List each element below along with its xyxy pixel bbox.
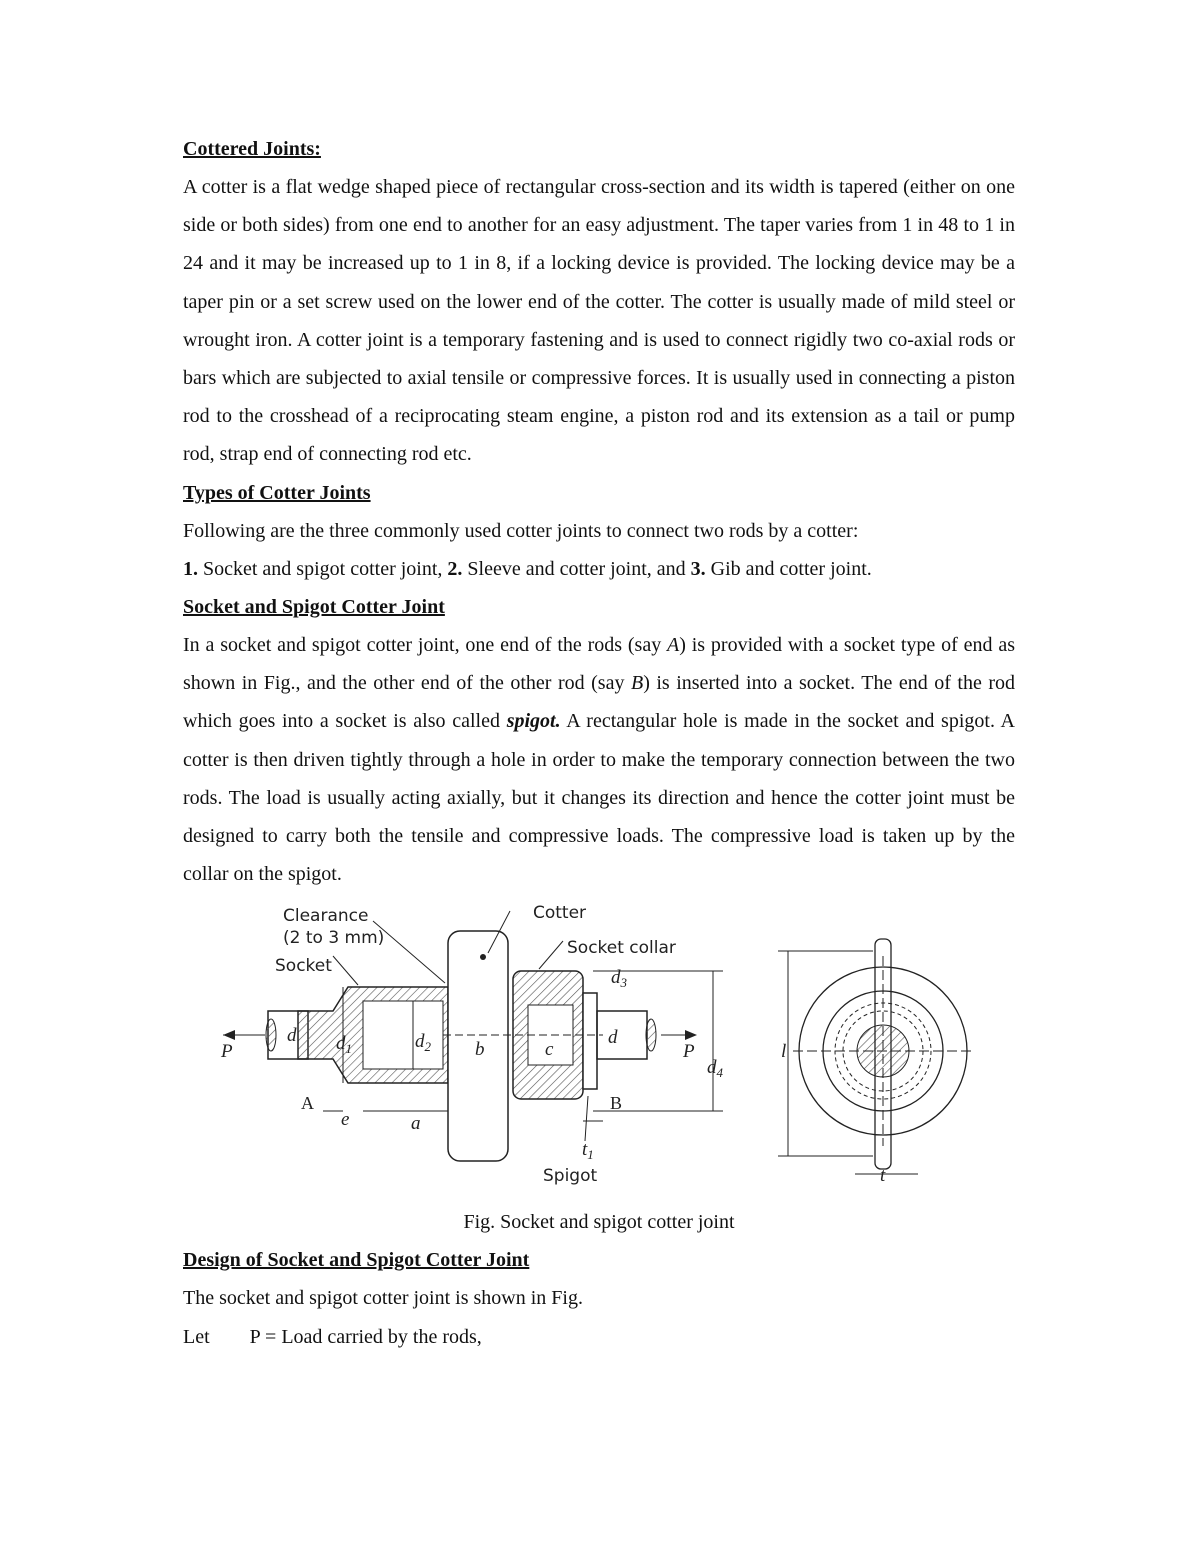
list-item-2: Sleeve and cotter joint, and xyxy=(462,557,691,580)
label-spigot: Spigot xyxy=(543,1166,598,1187)
label-e: e xyxy=(341,1109,350,1131)
para-text: In a socket and spigot cotter joint, one end of the rods (say xyxy=(183,634,668,657)
para-text: ) is provided with a socket type of end as shown in Fig., and the other end of the other rod (say xyxy=(183,634,1015,695)
rod-b-label: B xyxy=(630,672,644,695)
label-load-right: P xyxy=(683,1041,695,1063)
para-types-list xyxy=(183,550,1015,588)
let-label: Let xyxy=(183,1325,210,1348)
heading-types-of-cotter-joints: Types of Cotter Joints xyxy=(183,481,371,504)
arrow-head xyxy=(685,1030,697,1040)
list-number-3: 3. xyxy=(690,557,706,580)
heading-socket-and-spigot: Socket and Spigot Cotter Joint xyxy=(183,596,445,619)
label-rod-a: A xyxy=(301,1093,314,1114)
label-d1: $d_1$ xyxy=(336,1033,352,1057)
label-l: l xyxy=(781,1041,787,1063)
leader-socket xyxy=(333,956,358,985)
label-a: a xyxy=(411,1113,421,1135)
para-cottered-joints: A cotter is a flat wedge shaped piece of rectangular cross-section and its width is tapered (either on one side or both sides) from one end to another for an easy adjustment. The taper varies from 1 in 48 to 1 in 24 and it may be increased up to 1 in 8, if a locking device is provided. The locking device may be a taper pin or a set screw used on the lower end of the cotter. The cotter is usually made of mild steel or wrought iron. A cotter joint is a temporary fastening and is used to connect rigidly two co-axial rods or bars which are subjected to axial tensile or compressive forces. It is usually used in connecting a piston rod to the crosshead of a reciprocating steam engine, a piston rod and its extension as a tail or pump rod, strap end of connecting rod etc. xyxy=(183,176,1015,466)
heading-cottered-joints: Cottered Joints: xyxy=(183,138,321,160)
heading-design: Design of Socket and Spigot Cotter Joint xyxy=(183,1249,530,1272)
list-item-1: Socket and spigot cotter joint, xyxy=(198,557,448,580)
leader-spigot xyxy=(585,1096,588,1141)
label-t1: $t_1$ xyxy=(582,1139,594,1163)
para-text: A rectangular hole is made in the socket and spigot. A cotter is then driven tightly through a hole in order to make the temporary connection between the two rods. The load is usually acting axially, but it changes its direction and hence the cotter joint must be designed to carry both the tensile and compressive loads. The compressive load is taken up by the collar on the spigot. xyxy=(183,710,1016,886)
list-number-2: 2. xyxy=(447,557,463,580)
label-d-right: d xyxy=(608,1027,618,1049)
label-clearance: Clearance xyxy=(283,906,369,927)
label-b: b xyxy=(475,1039,485,1061)
spigot-collar xyxy=(583,993,597,1089)
label-cotter: Cotter xyxy=(533,903,587,924)
let-definition: P = Load carried by the rods, xyxy=(249,1325,482,1348)
para-design: The socket and spigot cotter joint is shown in Fig. xyxy=(183,1287,583,1310)
leader-collar xyxy=(539,941,563,969)
list-item-3: Gib and cotter joint. xyxy=(705,557,872,580)
label-rod-b: B xyxy=(610,1093,623,1114)
label-socket-collar: Socket collar xyxy=(567,938,676,959)
cotter-dot xyxy=(480,954,486,960)
label-socket: Socket xyxy=(275,956,332,977)
rod-b-end xyxy=(646,1019,656,1051)
label-t: t xyxy=(880,1165,886,1187)
para-text: ) is inserted into a socket. The end of the rod which goes into a socket is also called xyxy=(183,672,1015,733)
socket-spigot-diagram xyxy=(183,901,1015,1201)
label-d4: $d_4$ xyxy=(707,1057,723,1081)
para-types-intro: Following are the three commonly used cotter joints to connect two rods by a cotter: xyxy=(183,519,859,542)
document-page xyxy=(183,130,1015,1356)
arrow-head xyxy=(223,1030,235,1040)
rod-a-end xyxy=(266,1019,276,1051)
rod-a-label: A xyxy=(667,634,680,657)
let-row xyxy=(183,1318,1015,1356)
label-load-left: P xyxy=(221,1041,233,1063)
socket-spigot-figure xyxy=(183,901,1015,1201)
para-socket-and-spigot xyxy=(183,626,1015,893)
rod-b xyxy=(597,1011,647,1059)
socket-hollow xyxy=(363,1001,443,1069)
label-c: c xyxy=(545,1039,554,1061)
figure-caption: Fig. Socket and spigot cotter joint xyxy=(463,1211,735,1234)
label-d: d xyxy=(287,1025,297,1047)
list-number-1: 1. xyxy=(183,557,198,580)
spigot-term: spigot. xyxy=(506,710,561,733)
label-d3: $d_3$ xyxy=(611,967,627,991)
label-clearance-range: (2 to 3 mm) xyxy=(283,928,385,949)
label-d2: $d_2$ xyxy=(415,1031,431,1055)
